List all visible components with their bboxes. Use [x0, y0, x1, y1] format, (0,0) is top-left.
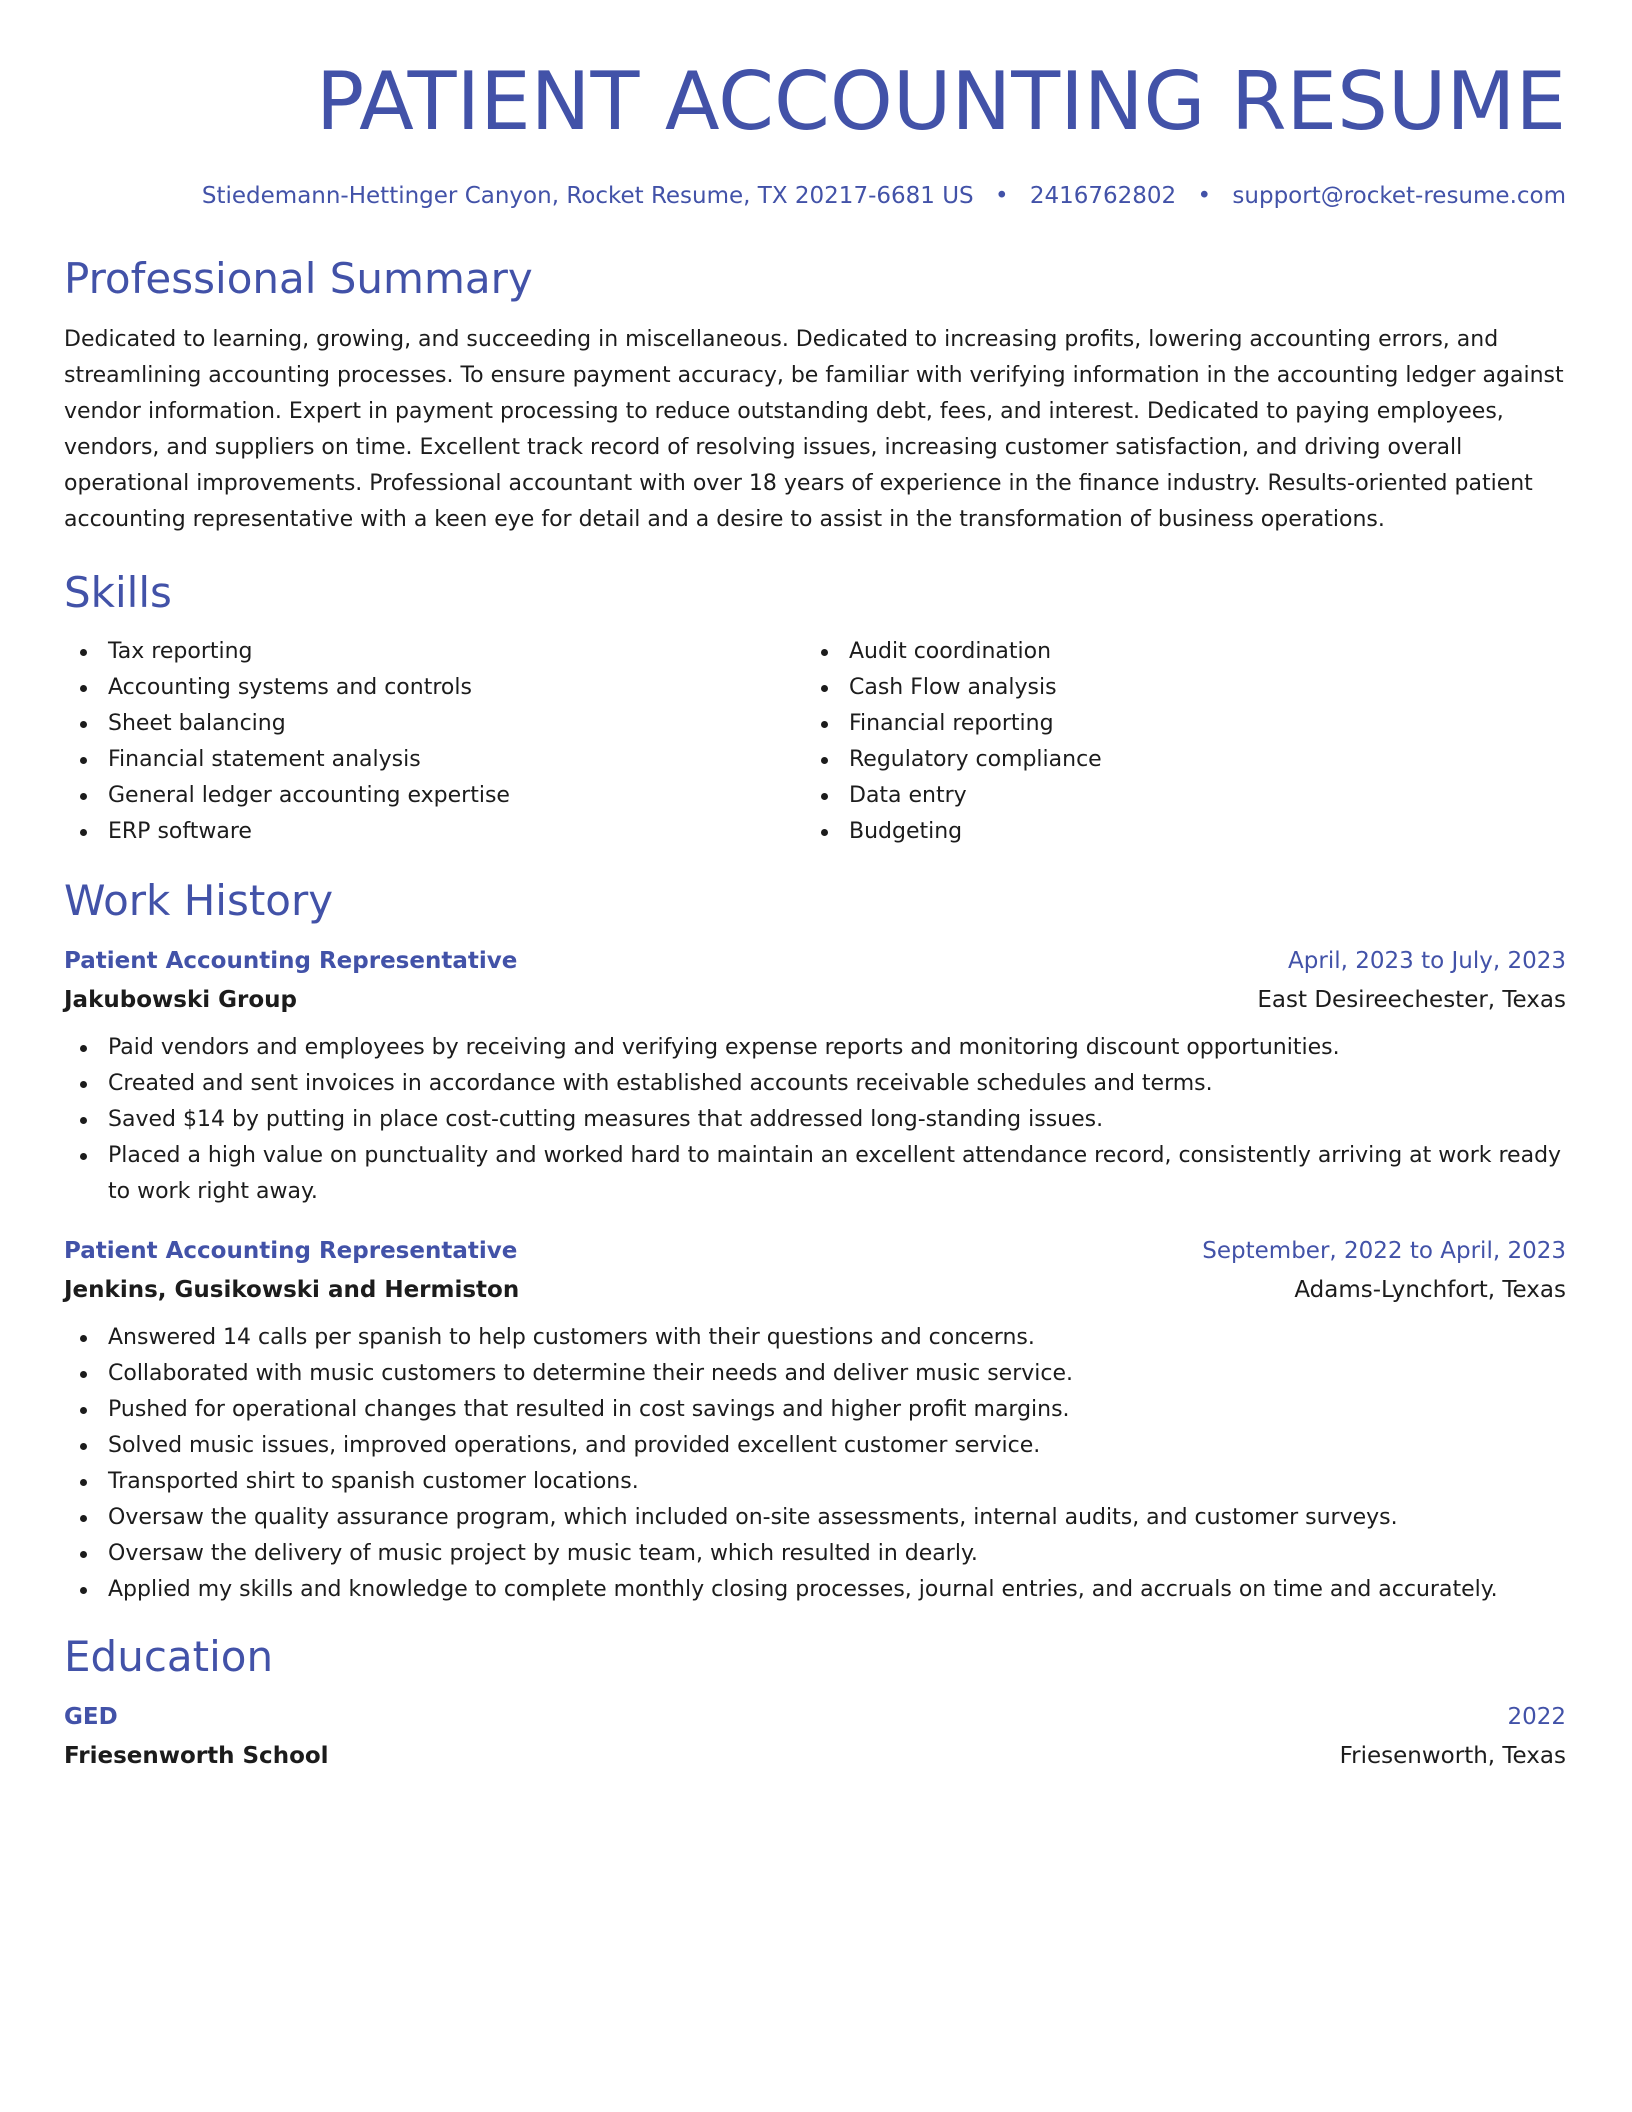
job-location: Adams-Lynchfort, Texas: [1294, 1277, 1566, 1303]
education-heading: Education: [64, 1632, 274, 1681]
skill-item: Tax reporting: [64, 634, 805, 670]
education-degree: GED: [64, 1704, 118, 1730]
skill-item: Accounting systems and controls: [64, 670, 805, 706]
education-header: [64, 1698, 1566, 1736]
job-bullet: Applied my skills and knowledge to complete monthly closing processes, journal entries, and accruals on time and accurately.: [64, 1572, 1566, 1608]
job-entry: [64, 942, 1566, 1210]
skill-item: Regulatory compliance: [805, 742, 1546, 778]
education-subheader: [64, 1736, 1566, 1776]
job-bullet: Answered 14 calls per spanish to help customers with their questions and concerns.: [64, 1320, 1566, 1356]
skill-item: ERP software: [64, 814, 805, 850]
job-bullet: Placed a high value on punctuality and worked hard to maintain an excellent attendance record, consistently arriving at work ready to work right away.: [64, 1138, 1566, 1210]
contact-separator: •: [1197, 183, 1212, 209]
skills-column-left: [64, 634, 805, 850]
job-subheader: [64, 980, 1566, 1020]
education-location: Friesenworth, Texas: [1339, 1743, 1566, 1769]
summary-text: Dedicated to learning, growing, and succeeding in miscellaneous. Dedicated to increasing profits, lowering accounting errors, and streamlining accounting processes. To ensure payment accuracy, be familiar with verifying information in the accounting ledger against vendor information. Expert in payment processing to reduce outstanding debt, fees, and interest. Dedicated to paying employees, vendors, and suppliers on time. Excellent track record of resolving issues, increasing customer satisfaction, and driving overall operational improvements. Professional accountant with over 18 years of experience in the finance industry. Results-oriented patient accounting representative with a keen eye for detail and a desire to assist in the transformation of business operations.: [64, 327, 1564, 532]
job-location: East Desireechester, Texas: [1257, 987, 1566, 1013]
job-bullet: Pushed for operational changes that resulted in cost savings and higher profit margins.: [64, 1392, 1566, 1428]
work-history-heading: Work History: [64, 876, 334, 925]
job-title: Patient Accounting Representative: [64, 1238, 518, 1264]
skills-column-right: [805, 634, 1546, 850]
job-bullets: [64, 1320, 1566, 1608]
skills-list: [64, 634, 1566, 850]
job-bullet: Created and sent invoices in accordance with established accounts receivable schedules and terms.: [64, 1066, 1566, 1102]
job-bullet: Saved $14 by putting in place cost-cutting measures that addressed long-standing issues.: [64, 1102, 1566, 1138]
resume-page: [64, 0, 1566, 1776]
contact-address: Stiedemann-Hettinger Canyon, Rocket Resume, TX 20217-6681 US: [201, 183, 974, 209]
skill-item: Financial reporting: [805, 706, 1546, 742]
resume-name: PATIENT ACCOUNTING RESUME: [316, 55, 1566, 148]
education-school: Friesenworth School: [64, 1743, 329, 1769]
job-bullet: Oversaw the quality assurance program, which included on-site assessments, internal audits, and customer surveys.: [64, 1500, 1566, 1536]
skill-item: Cash Flow analysis: [805, 670, 1546, 706]
job-company: Jenkins, Gusikowski and Hermiston: [64, 1277, 520, 1303]
job-bullets: [64, 1030, 1566, 1210]
job-bullet: Paid vendors and employees by receiving and verifying expense reports and monitoring discount opportunities.: [64, 1030, 1566, 1066]
job-bullet: Oversaw the delivery of music project by music team, which resulted in dearly.: [64, 1536, 1566, 1572]
job-dates: September, 2022 to April, 2023: [1202, 1238, 1566, 1264]
education-year: 2022: [1507, 1704, 1566, 1730]
job-bullet: Transported shirt to spanish customer locations.: [64, 1464, 1566, 1500]
skill-item: Audit coordination: [805, 634, 1546, 670]
job-subheader: [64, 1270, 1566, 1310]
job-entry: [64, 1232, 1566, 1608]
skill-item: Financial statement analysis: [64, 742, 805, 778]
skills-heading: Skills: [64, 568, 172, 617]
education-entry: [64, 1698, 1566, 1776]
skill-item: Data entry: [805, 778, 1546, 814]
job-header: [64, 942, 1566, 980]
job-company: Jakubowski Group: [64, 987, 297, 1013]
summary-heading: Professional Summary: [64, 254, 533, 303]
skill-item: Sheet balancing: [64, 706, 805, 742]
job-header: [64, 1232, 1566, 1270]
skill-item: Budgeting: [805, 814, 1546, 850]
contact-separator: •: [994, 183, 1009, 209]
job-bullet: Solved music issues, improved operations, and provided excellent customer service.: [64, 1428, 1566, 1464]
contact-phone: 2416762802: [1029, 183, 1177, 209]
contact-email[interactable]: support@rocket-resume.com: [1232, 183, 1566, 209]
job-bullet: Collaborated with music customers to determine their needs and deliver music service.: [64, 1356, 1566, 1392]
contact-line: [64, 180, 1566, 212]
skill-item: General ledger accounting expertise: [64, 778, 805, 814]
job-dates: April, 2023 to July, 2023: [1288, 948, 1566, 974]
job-title: Patient Accounting Representative: [64, 948, 518, 974]
